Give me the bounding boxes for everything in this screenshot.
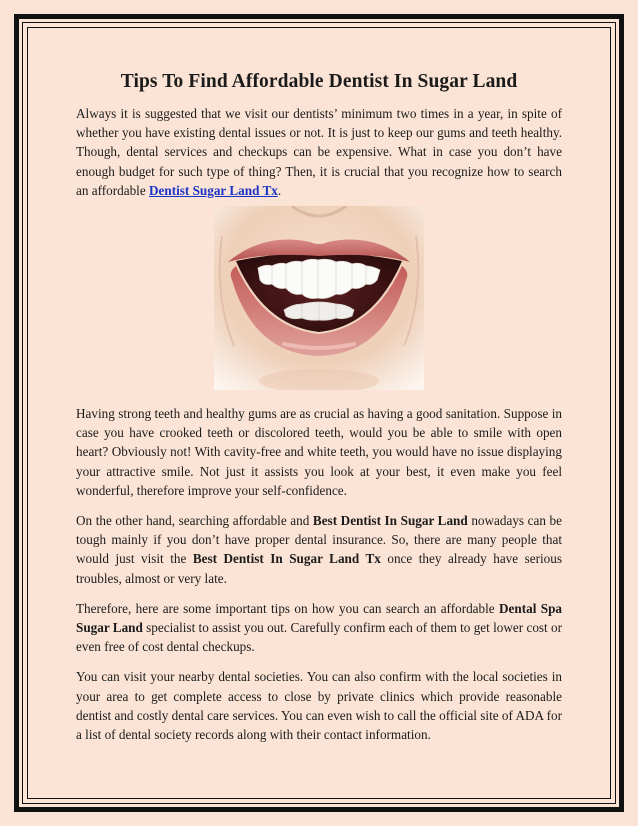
smile-image bbox=[214, 206, 424, 390]
p4-text-c: specialist to assist you out. Carefully confirm each of them to get lower cost or even free of cost dental checkups. bbox=[76, 620, 563, 655]
document-content bbox=[76, 70, 562, 755]
p3-text-c: nowadays can be tough mainly if you don’t have proper dental insurance. So, there are many people that would just visit the bbox=[76, 513, 562, 567]
document-title: Tips To Find Affordable Dentist In Sugar Land bbox=[120, 71, 518, 92]
dental-spa-keyword: Dental Spa Sugar Land bbox=[76, 600, 563, 636]
intro-paragraph bbox=[76, 104, 562, 200]
smiling-mouth-photo-icon bbox=[214, 206, 424, 390]
best-dentist-tx-keyword: Best Dentist In Sugar Land Tx bbox=[192, 551, 381, 567]
paragraph-dental-societies: You can visit your nearby dental societies. You can also confirm with the local societies in your area to get complete access to close by private clinics which provide reasonable dentist and costly dental care services. You can even wish to call the official site of ADA for a list of dental society records along with their contact information. bbox=[76, 669, 562, 743]
p3-text-d: once they already have serious troubles, almost or very late. bbox=[76, 551, 562, 586]
intro-text-end: . bbox=[277, 182, 282, 198]
p3-text-a: On the other hand, searching affordable and bbox=[76, 513, 313, 529]
paragraph-healthy-teeth: Having strong teeth and healthy gums are as crucial as having a good sanitation. Suppose in case you have crooked teeth or discolored teeth, would you be able to smile with open heart? Obviously not! With cavity-free and white teeth, you would have no issue displaying your attractive smile. Not just it assists you look at your best, it even make you feel wonderful, therefore improve your self-confidence. bbox=[76, 406, 562, 498]
p4-text-a: Therefore, here are some important tips on how you can search an affordable bbox=[76, 600, 500, 616]
intro-text: Always it is suggested that we visit our dentists’ minimum two times in a year, in spite of whether you have existing dental issues or not. It is just to keep our gums and teeth healthy. Though, dental services and checkups can be expensive. What in case you don’t have enough budget for such type of thing? Then, it is crucial that you recognize how to search an affordable bbox=[76, 106, 562, 198]
best-dentist-keyword: Best Dentist In Sugar Land bbox=[312, 513, 468, 529]
dentist-sugar-land-link[interactable]: Dentist Sugar Land Tx bbox=[148, 182, 278, 198]
paragraph-affordable-dentist bbox=[76, 511, 562, 588]
paragraph-tips bbox=[76, 599, 562, 657]
